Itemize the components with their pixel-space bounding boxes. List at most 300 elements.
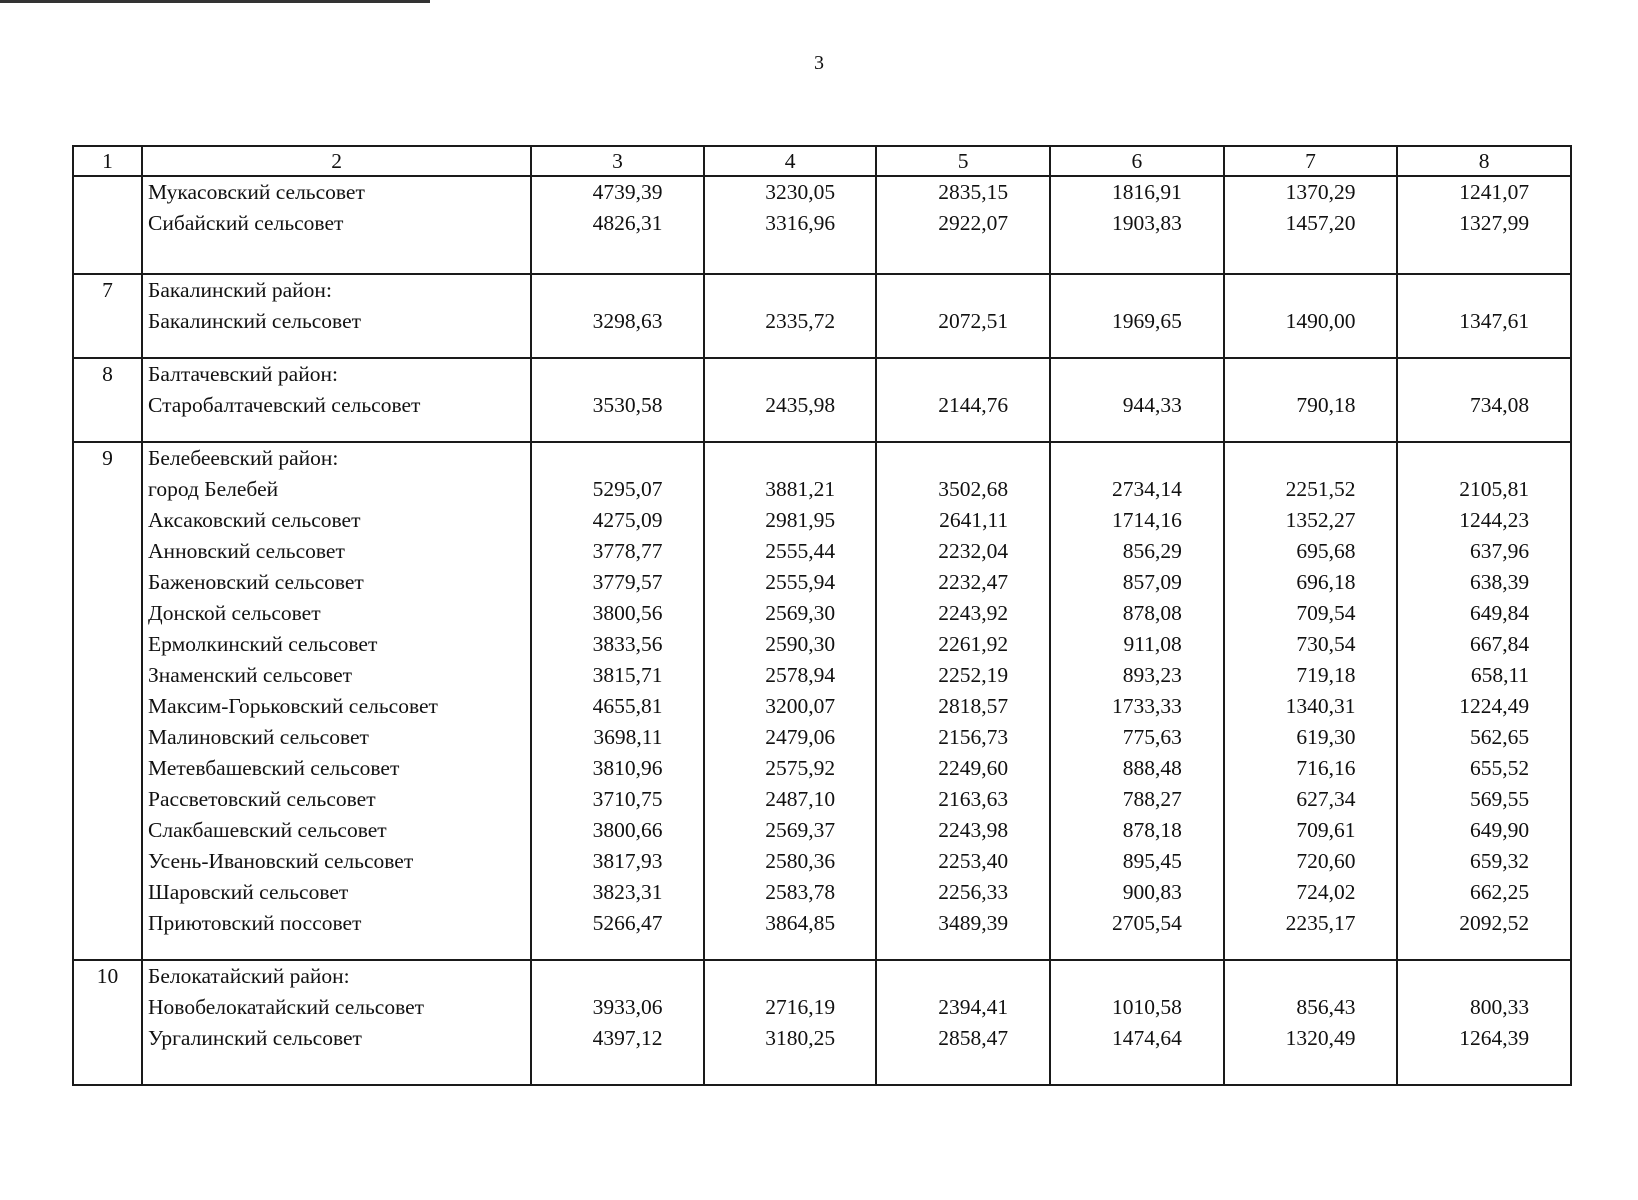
value-column-3 bbox=[531, 960, 704, 1085]
value-column-7 bbox=[1224, 358, 1398, 442]
value-line bbox=[1225, 208, 1397, 239]
value-cell: 709,54 bbox=[1296, 601, 1356, 625]
value-line bbox=[877, 474, 1049, 505]
value-line bbox=[1225, 1023, 1397, 1054]
value-line bbox=[877, 598, 1049, 629]
value-line bbox=[877, 691, 1049, 722]
value-line bbox=[877, 784, 1049, 815]
value-cell: 659,32 bbox=[1470, 849, 1530, 873]
value-line bbox=[1051, 390, 1223, 421]
value-line bbox=[1398, 306, 1570, 337]
value-line bbox=[1225, 815, 1397, 846]
blank-line bbox=[1225, 443, 1397, 474]
settlement-name: Старобалтачевский сельсовет bbox=[148, 393, 421, 417]
settlement-name: Слакбашевский сельсовет bbox=[148, 818, 387, 842]
value-cell: 4739,39 bbox=[592, 180, 663, 204]
value-cell: 619,30 bbox=[1296, 725, 1356, 749]
value-cell: 878,18 bbox=[1122, 818, 1182, 842]
value-cell: 2641,11 bbox=[939, 508, 1009, 532]
value-cell: 1224,49 bbox=[1459, 694, 1530, 718]
value-column-6 bbox=[1050, 176, 1224, 274]
blank-line bbox=[1225, 359, 1397, 390]
settlement-name: Новобелокатайский сельсовет bbox=[148, 995, 425, 1019]
value-line bbox=[1398, 567, 1570, 598]
value-cell: 720,60 bbox=[1296, 849, 1356, 873]
value-cell: 1903,83 bbox=[1111, 211, 1182, 235]
settlement-name: Донской сельсовет bbox=[148, 601, 321, 625]
value-cell: 2249,60 bbox=[938, 756, 1009, 780]
value-cell: 649,90 bbox=[1470, 818, 1530, 842]
value-line bbox=[1225, 908, 1397, 939]
value-cell: 562,65 bbox=[1470, 725, 1530, 749]
value-cell: 4397,12 bbox=[592, 1026, 663, 1050]
value-cell: 2105,81 bbox=[1459, 477, 1530, 501]
value-column-4 bbox=[704, 442, 877, 960]
value-cell: 3933,06 bbox=[592, 995, 663, 1019]
value-line bbox=[877, 208, 1049, 239]
value-line bbox=[877, 1023, 1049, 1054]
settlement-name: Бакалинский сельсовет bbox=[148, 309, 362, 333]
blank-line bbox=[1051, 359, 1223, 390]
name-cell bbox=[142, 442, 531, 960]
blank-line bbox=[1398, 961, 1570, 992]
name-cell bbox=[142, 358, 531, 442]
blank-line bbox=[532, 359, 703, 390]
value-cell: 2922,07 bbox=[938, 211, 1009, 235]
value-cell: 944,33 bbox=[1122, 393, 1182, 417]
value-line bbox=[705, 208, 876, 239]
value-cell: 2335,72 bbox=[765, 309, 836, 333]
value-line bbox=[705, 691, 876, 722]
value-line bbox=[1398, 992, 1570, 1023]
value-line bbox=[877, 536, 1049, 567]
value-line bbox=[1398, 846, 1570, 877]
value-cell: 2156,73 bbox=[938, 725, 1009, 749]
value-column-5 bbox=[876, 358, 1050, 442]
value-cell: 716,16 bbox=[1296, 756, 1356, 780]
value-cell: 1490,00 bbox=[1285, 309, 1356, 333]
value-line bbox=[705, 908, 876, 939]
value-cell: 3800,56 bbox=[592, 601, 663, 625]
value-line bbox=[1051, 1023, 1223, 1054]
value-line bbox=[1051, 691, 1223, 722]
value-cell: 900,83 bbox=[1122, 880, 1182, 904]
value-cell: 1474,64 bbox=[1111, 1026, 1182, 1050]
header-cell: 6 bbox=[1050, 146, 1224, 176]
value-cell: 695,68 bbox=[1296, 539, 1356, 563]
value-column-3 bbox=[531, 442, 704, 960]
value-line bbox=[532, 722, 703, 753]
value-cell: 658,11 bbox=[1470, 663, 1530, 687]
value-cell: 1352,27 bbox=[1285, 508, 1356, 532]
value-cell: 1969,65 bbox=[1111, 309, 1182, 333]
value-cell: 790,18 bbox=[1296, 393, 1356, 417]
value-line bbox=[532, 815, 703, 846]
district-name: Балтачевский район: bbox=[148, 362, 338, 386]
value-column-8 bbox=[1397, 960, 1571, 1085]
value-cell: 3200,07 bbox=[765, 694, 836, 718]
value-column-6 bbox=[1050, 358, 1224, 442]
value-cell: 734,08 bbox=[1470, 393, 1530, 417]
value-line bbox=[1051, 722, 1223, 753]
value-line bbox=[1051, 306, 1223, 337]
value-cell: 3502,68 bbox=[938, 477, 1009, 501]
value-line bbox=[705, 505, 876, 536]
value-line bbox=[1051, 177, 1223, 208]
value-cell: 4655,81 bbox=[592, 694, 663, 718]
value-line bbox=[877, 846, 1049, 877]
value-cell: 3817,93 bbox=[592, 849, 663, 873]
header-cell: 7 bbox=[1224, 146, 1398, 176]
blank-line bbox=[1051, 961, 1223, 992]
blank-line bbox=[705, 443, 876, 474]
value-line bbox=[705, 390, 876, 421]
value-cell: 1370,29 bbox=[1285, 180, 1356, 204]
value-line bbox=[705, 722, 876, 753]
value-cell: 3298,63 bbox=[592, 309, 663, 333]
value-cell: 667,84 bbox=[1470, 632, 1530, 656]
value-line bbox=[532, 177, 703, 208]
value-cell: 3815,71 bbox=[592, 663, 663, 687]
value-cell: 709,61 bbox=[1296, 818, 1356, 842]
value-cell: 5266,47 bbox=[592, 911, 663, 935]
value-cell: 788,27 bbox=[1122, 787, 1182, 811]
header-cell: 2 bbox=[142, 146, 531, 176]
value-column-4 bbox=[704, 176, 877, 274]
name-cell bbox=[142, 274, 531, 358]
group-number: 8 bbox=[102, 362, 113, 386]
value-line bbox=[877, 660, 1049, 691]
value-line bbox=[532, 567, 703, 598]
group-number: 10 bbox=[96, 964, 119, 988]
value-line bbox=[877, 567, 1049, 598]
value-column-6 bbox=[1050, 960, 1224, 1085]
blank-line bbox=[1051, 443, 1223, 474]
value-column-5 bbox=[876, 442, 1050, 960]
value-line bbox=[1398, 691, 1570, 722]
value-line bbox=[877, 992, 1049, 1023]
value-line bbox=[1398, 753, 1570, 784]
value-line bbox=[705, 784, 876, 815]
settlement-name: Аксаковский сельсовет bbox=[148, 508, 361, 532]
value-cell: 2251,52 bbox=[1285, 477, 1356, 501]
value-line bbox=[532, 536, 703, 567]
value-cell: 1714,16 bbox=[1111, 508, 1182, 532]
settlement-name: Баженовский сельсовет bbox=[148, 570, 364, 594]
table-group-row bbox=[73, 176, 1571, 274]
value-line bbox=[1051, 474, 1223, 505]
value-cell: 2256,33 bbox=[938, 880, 1009, 904]
data-table bbox=[72, 145, 1572, 1086]
header-cell: 5 bbox=[876, 146, 1050, 176]
value-cell: 1244,23 bbox=[1459, 508, 1530, 532]
value-column-7 bbox=[1224, 274, 1398, 358]
district-name: Белокатайский район: bbox=[148, 964, 350, 988]
value-cell: 2569,30 bbox=[765, 601, 836, 625]
value-cell: 2252,19 bbox=[938, 663, 1009, 687]
value-line bbox=[705, 992, 876, 1023]
table-body bbox=[73, 176, 1571, 1085]
blank-line bbox=[877, 275, 1049, 306]
name-cell bbox=[142, 176, 531, 274]
value-line bbox=[877, 722, 1049, 753]
value-cell: 662,25 bbox=[1470, 880, 1530, 904]
value-line bbox=[532, 877, 703, 908]
value-cell: 3810,96 bbox=[592, 756, 663, 780]
value-line bbox=[1051, 598, 1223, 629]
value-line bbox=[1225, 474, 1397, 505]
blank-line bbox=[877, 961, 1049, 992]
value-cell: 888,48 bbox=[1122, 756, 1182, 780]
value-cell: 1816,91 bbox=[1111, 180, 1182, 204]
value-line bbox=[705, 629, 876, 660]
value-line bbox=[532, 306, 703, 337]
value-line bbox=[705, 567, 876, 598]
value-cell: 2092,52 bbox=[1459, 911, 1530, 935]
value-line bbox=[705, 1023, 876, 1054]
value-cell: 3778,77 bbox=[592, 539, 663, 563]
value-cell: 2144,76 bbox=[938, 393, 1009, 417]
value-cell: 4826,31 bbox=[592, 211, 663, 235]
value-line bbox=[532, 784, 703, 815]
value-cell: 649,84 bbox=[1470, 601, 1530, 625]
value-line bbox=[1398, 660, 1570, 691]
value-cell: 911,08 bbox=[1123, 632, 1182, 656]
value-cell: 3823,31 bbox=[592, 880, 663, 904]
value-column-5 bbox=[876, 274, 1050, 358]
value-cell: 2487,10 bbox=[765, 787, 836, 811]
group-number: 9 bbox=[102, 446, 113, 470]
value-line bbox=[1398, 908, 1570, 939]
value-cell: 2232,47 bbox=[938, 570, 1009, 594]
value-cell: 1347,61 bbox=[1459, 309, 1530, 333]
value-line bbox=[1051, 567, 1223, 598]
value-cell: 719,18 bbox=[1296, 663, 1356, 687]
value-line bbox=[1225, 722, 1397, 753]
settlement-name: Рассветовский сельсовет bbox=[148, 787, 376, 811]
value-cell: 878,08 bbox=[1122, 601, 1182, 625]
value-cell: 2583,78 bbox=[765, 880, 836, 904]
value-line bbox=[1225, 629, 1397, 660]
blank-line bbox=[877, 443, 1049, 474]
value-line bbox=[705, 753, 876, 784]
value-cell: 1327,99 bbox=[1459, 211, 1530, 235]
value-cell: 4275,09 bbox=[592, 508, 663, 532]
value-line bbox=[877, 505, 1049, 536]
value-column-7 bbox=[1224, 176, 1398, 274]
value-line bbox=[1051, 536, 1223, 567]
settlement-name: Малиновский сельсовет bbox=[148, 725, 369, 749]
table-group-row bbox=[73, 442, 1571, 960]
value-line bbox=[1225, 992, 1397, 1023]
value-line bbox=[705, 536, 876, 567]
value-cell: 856,29 bbox=[1122, 539, 1182, 563]
value-line bbox=[705, 877, 876, 908]
value-line bbox=[1398, 815, 1570, 846]
value-column-8 bbox=[1397, 442, 1571, 960]
blank-line bbox=[532, 443, 703, 474]
value-cell: 2394,41 bbox=[938, 995, 1009, 1019]
value-line bbox=[1051, 505, 1223, 536]
value-column-5 bbox=[876, 960, 1050, 1085]
value-cell: 724,02 bbox=[1296, 880, 1356, 904]
settlement-name: Усень-Ивановский сельсовет bbox=[148, 849, 414, 873]
value-line bbox=[1225, 784, 1397, 815]
group-number: 7 bbox=[102, 278, 113, 302]
value-cell: 655,52 bbox=[1470, 756, 1530, 780]
value-cell: 3800,66 bbox=[592, 818, 663, 842]
value-cell: 2716,19 bbox=[765, 995, 836, 1019]
value-cell: 3779,57 bbox=[592, 570, 663, 594]
settlement-name: Мукасовский сельсовет bbox=[148, 180, 365, 204]
blank-line bbox=[1225, 275, 1397, 306]
blank-line bbox=[705, 359, 876, 390]
value-cell: 3698,11 bbox=[593, 725, 663, 749]
value-line bbox=[532, 992, 703, 1023]
value-cell: 1340,31 bbox=[1285, 694, 1356, 718]
value-cell: 3710,75 bbox=[592, 787, 663, 811]
value-line bbox=[532, 390, 703, 421]
name-cell bbox=[142, 960, 531, 1085]
value-line bbox=[1398, 474, 1570, 505]
value-line bbox=[1225, 660, 1397, 691]
value-cell: 1264,39 bbox=[1459, 1026, 1530, 1050]
value-line bbox=[1398, 390, 1570, 421]
value-line bbox=[1398, 629, 1570, 660]
group-number-cell bbox=[73, 358, 142, 442]
value-line bbox=[877, 177, 1049, 208]
value-line bbox=[1051, 208, 1223, 239]
value-line bbox=[532, 846, 703, 877]
header-cell: 3 bbox=[531, 146, 704, 176]
value-column-4 bbox=[704, 960, 877, 1085]
value-cell: 2235,17 bbox=[1285, 911, 1356, 935]
value-cell: 2479,06 bbox=[765, 725, 836, 749]
value-cell: 638,39 bbox=[1470, 570, 1530, 594]
value-cell: 2590,30 bbox=[765, 632, 836, 656]
value-cell: 2243,98 bbox=[938, 818, 1009, 842]
value-line bbox=[877, 908, 1049, 939]
value-cell: 2705,54 bbox=[1111, 911, 1182, 935]
value-line bbox=[1225, 505, 1397, 536]
header-row bbox=[73, 146, 1571, 176]
settlement-name: Шаровский сельсовет bbox=[148, 880, 349, 904]
value-line bbox=[705, 846, 876, 877]
value-line bbox=[705, 660, 876, 691]
value-column-4 bbox=[704, 358, 877, 442]
blank-line bbox=[1398, 359, 1570, 390]
blank-line bbox=[1225, 961, 1397, 992]
value-cell: 893,23 bbox=[1122, 663, 1182, 687]
value-cell: 2835,15 bbox=[938, 180, 1009, 204]
value-line bbox=[1051, 753, 1223, 784]
value-cell: 800,33 bbox=[1470, 995, 1530, 1019]
top-rule bbox=[0, 0, 430, 3]
value-cell: 627,34 bbox=[1296, 787, 1356, 811]
blank-line bbox=[1398, 275, 1570, 306]
value-line bbox=[1225, 691, 1397, 722]
value-cell: 3881,21 bbox=[765, 477, 836, 501]
settlement-name: Ермолкинский сельсовет bbox=[148, 632, 378, 656]
value-column-8 bbox=[1397, 176, 1571, 274]
value-cell: 2569,37 bbox=[765, 818, 836, 842]
blank-line bbox=[705, 961, 876, 992]
value-cell: 569,55 bbox=[1470, 787, 1530, 811]
value-line bbox=[1398, 177, 1570, 208]
value-line bbox=[1225, 877, 1397, 908]
value-column-6 bbox=[1050, 274, 1224, 358]
group-number-cell bbox=[73, 274, 142, 358]
blank-line bbox=[877, 359, 1049, 390]
value-line bbox=[532, 691, 703, 722]
value-column-6 bbox=[1050, 442, 1224, 960]
value-line bbox=[705, 177, 876, 208]
value-cell: 2575,92 bbox=[765, 756, 836, 780]
value-line bbox=[705, 474, 876, 505]
value-cell: 2232,04 bbox=[938, 539, 1009, 563]
header-cell: 4 bbox=[704, 146, 877, 176]
value-cell: 2818,57 bbox=[938, 694, 1009, 718]
settlement-name: город Белебей bbox=[148, 477, 279, 501]
value-line bbox=[877, 877, 1049, 908]
value-cell: 3180,25 bbox=[765, 1026, 836, 1050]
blank-line bbox=[532, 275, 703, 306]
group-number-cell bbox=[73, 176, 142, 274]
value-cell: 1241,07 bbox=[1459, 180, 1530, 204]
value-line bbox=[1398, 505, 1570, 536]
value-cell: 3864,85 bbox=[765, 911, 836, 935]
page-number: 3 bbox=[814, 52, 824, 74]
table-group-row bbox=[73, 274, 1571, 358]
value-line bbox=[1225, 598, 1397, 629]
value-line bbox=[532, 1023, 703, 1054]
value-line bbox=[877, 390, 1049, 421]
value-cell: 2243,92 bbox=[938, 601, 1009, 625]
value-line bbox=[877, 753, 1049, 784]
value-cell: 2253,40 bbox=[938, 849, 1009, 873]
group-number bbox=[74, 177, 141, 208]
value-cell: 637,96 bbox=[1470, 539, 1530, 563]
value-cell: 2555,94 bbox=[765, 570, 836, 594]
value-column-3 bbox=[531, 358, 704, 442]
value-line bbox=[1225, 753, 1397, 784]
value-cell: 1320,49 bbox=[1285, 1026, 1356, 1050]
value-cell: 2555,44 bbox=[765, 539, 836, 563]
value-line bbox=[532, 908, 703, 939]
value-line bbox=[1225, 567, 1397, 598]
value-column-4 bbox=[704, 274, 877, 358]
value-cell: 696,18 bbox=[1296, 570, 1356, 594]
value-cell: 856,43 bbox=[1296, 995, 1356, 1019]
value-line bbox=[1398, 722, 1570, 753]
value-line bbox=[1398, 598, 1570, 629]
value-line bbox=[1051, 815, 1223, 846]
district-name: Белебеевский район: bbox=[148, 446, 339, 470]
value-line bbox=[532, 208, 703, 239]
value-cell: 1733,33 bbox=[1111, 694, 1182, 718]
value-column-7 bbox=[1224, 442, 1398, 960]
settlement-name: Знаменский сельсовет bbox=[148, 663, 353, 687]
value-cell: 857,09 bbox=[1122, 570, 1182, 594]
value-column-8 bbox=[1397, 274, 1571, 358]
settlement-name: Приютовский поссовет bbox=[148, 911, 362, 935]
value-line bbox=[1225, 536, 1397, 567]
value-cell: 895,45 bbox=[1122, 849, 1182, 873]
settlement-name: Ургалинский сельсовет bbox=[148, 1026, 362, 1050]
value-line bbox=[532, 660, 703, 691]
value-line bbox=[532, 753, 703, 784]
group-number-cell bbox=[73, 960, 142, 1085]
